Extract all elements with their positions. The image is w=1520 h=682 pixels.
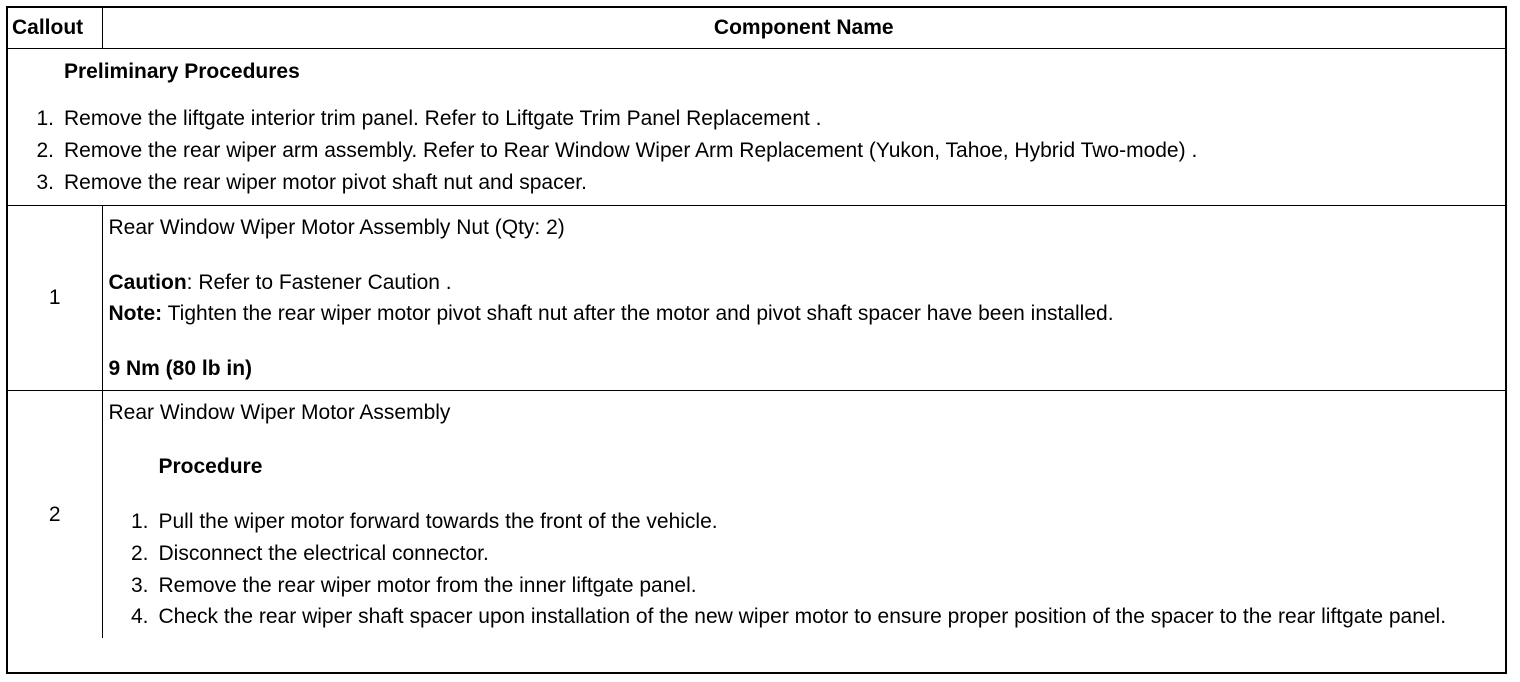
step-number: 2. — [36, 139, 54, 162]
step-text: Check the rear wiper shaft spacer upon installation of the new wiper motor to ensure proper position of the spacer to the rear liftgate panel. — [158, 605, 1447, 628]
callout-number: 2 — [8, 391, 102, 639]
callout-number: 1 — [8, 206, 102, 391]
component-name-column-header: Component Name — [102, 8, 1505, 49]
procedure-steps — [109, 506, 1498, 632]
step-number: 3. — [130, 574, 149, 597]
list-item — [8, 135, 1497, 167]
step-number: 1. — [130, 510, 149, 533]
caution-line — [109, 267, 1498, 298]
note-line — [109, 298, 1498, 329]
step-text: Remove the rear wiper motor pivot shaft nut and spacer. — [64, 171, 587, 194]
note-label: Note: — [108, 302, 163, 325]
step-number: 3. — [36, 171, 54, 194]
component-name: Rear Window Wiper Motor Assembly — [108, 401, 451, 424]
list-item — [109, 506, 1498, 538]
torque-spec: 9 Nm (80 lb in) — [108, 357, 253, 380]
table-row — [8, 391, 1505, 639]
list-item — [8, 167, 1497, 199]
step-number: 4. — [130, 605, 149, 628]
component-table — [8, 8, 1505, 638]
list-item — [109, 538, 1498, 570]
component-cell — [102, 206, 1505, 391]
note-text: Tighten the rear wiper motor pivot shaft nut after the motor and pivot shaft spacer have been installed. — [162, 302, 1114, 325]
callout-column-header: Callout — [8, 8, 102, 49]
caution-text: : Refer to Fastener Caution . — [186, 271, 452, 294]
preliminary-steps — [8, 103, 1497, 199]
step-text: Remove the liftgate interior trim panel. Refer to Liftgate Trim Panel Replacement . — [64, 107, 822, 130]
table-header-row — [8, 8, 1505, 49]
step-text: Pull the wiper motor forward towards the front of the vehicle. — [158, 510, 718, 533]
caution-label: Caution — [108, 271, 187, 294]
step-text: Disconnect the electrical connector. — [158, 542, 489, 565]
list-item — [109, 570, 1498, 602]
step-number: 1. — [36, 107, 54, 130]
preliminary-cell — [8, 49, 1505, 206]
step-text: Remove the rear wiper arm assembly. Refer to Rear Window Wiper Arm Replacement (Yukon, Tahoe, Hybrid Two-mode) . — [64, 139, 1198, 162]
step-number: 2. — [130, 542, 149, 565]
component-table-frame — [6, 6, 1507, 674]
preliminary-row — [8, 49, 1505, 206]
step-text: Remove the rear wiper motor from the inner liftgate panel. — [158, 574, 697, 597]
list-item — [8, 103, 1497, 135]
list-item — [109, 602, 1498, 632]
component-name: Rear Window Wiper Motor Assembly Nut (Qty: 2) — [108, 216, 565, 239]
procedure-title: Procedure — [158, 455, 263, 478]
table-row — [8, 206, 1505, 391]
component-cell — [102, 391, 1505, 639]
preliminary-title: Preliminary Procedures — [64, 60, 300, 83]
